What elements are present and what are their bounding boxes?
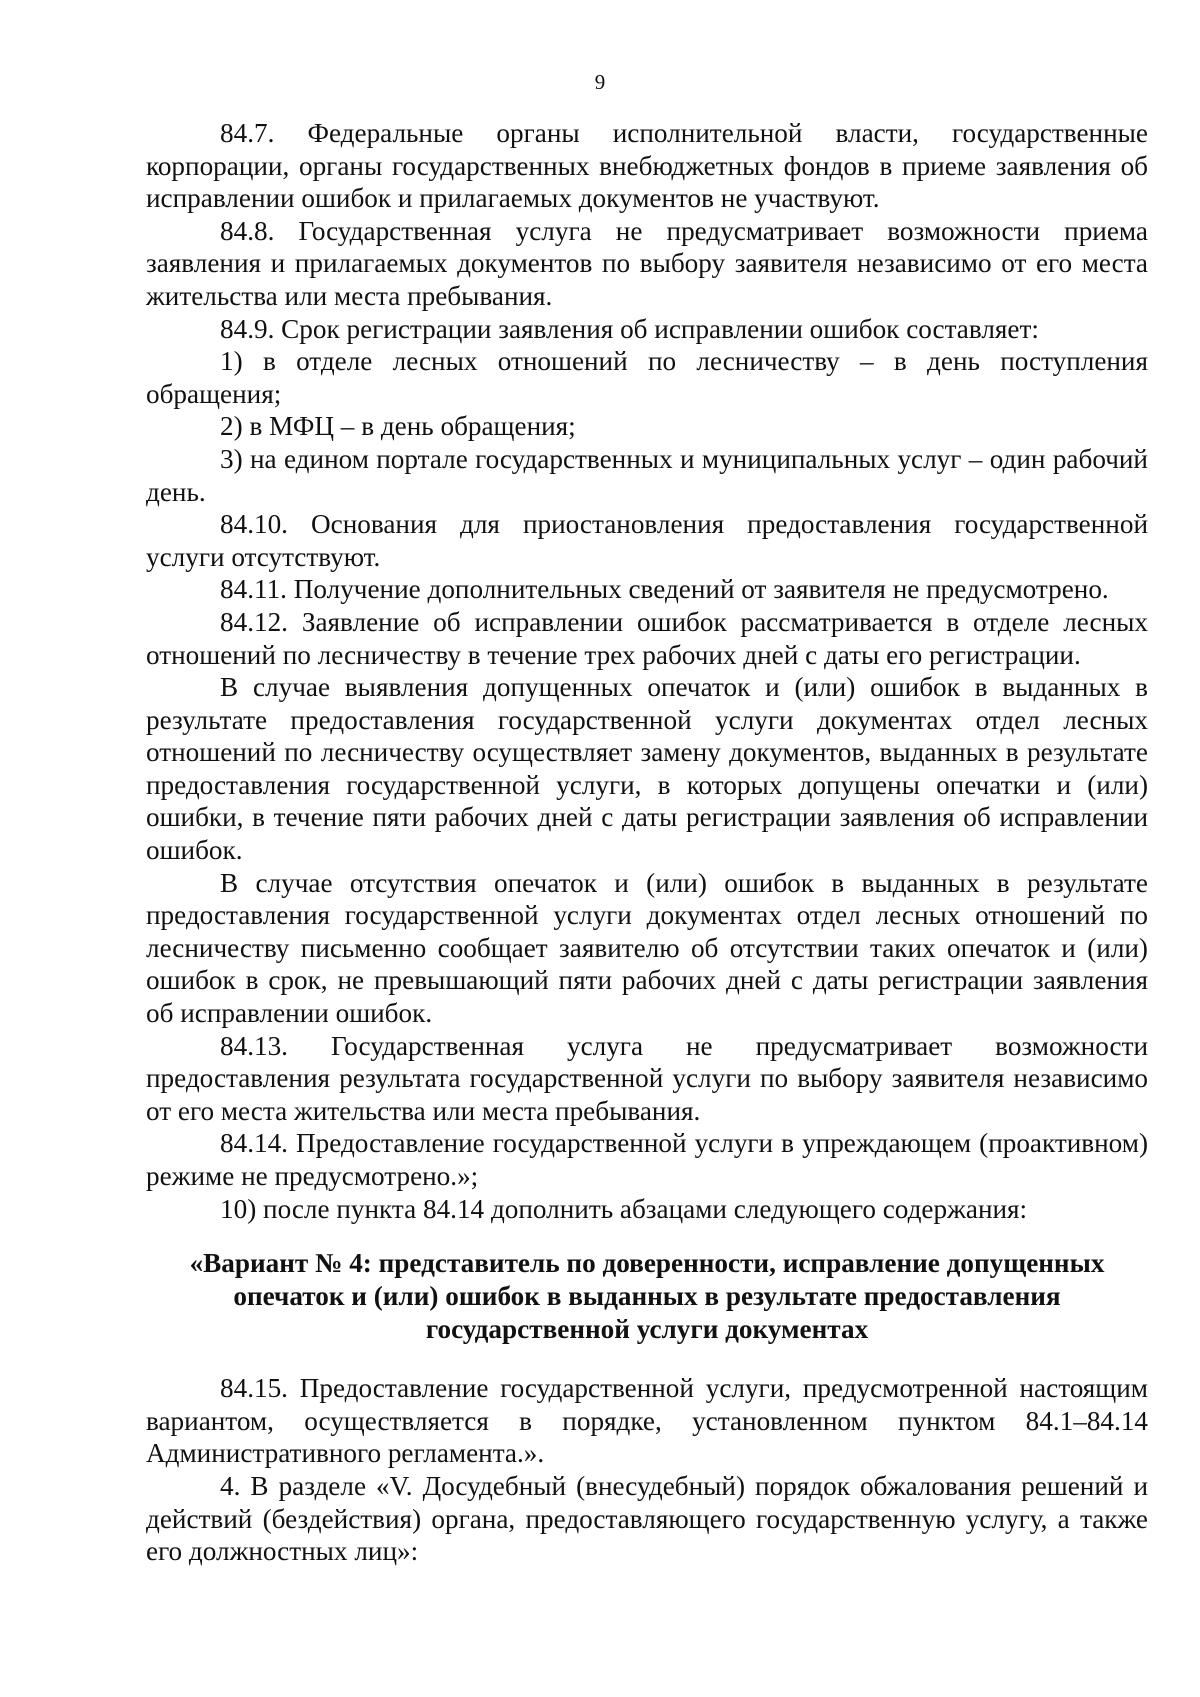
paragraph-84-7: 84.7. Федеральные органы исполнительной власти, государственные корпорации, органы государственных внебюджетных фондов в приеме заявления об исправлении ошибок и прилагаемых документов не участвуют. bbox=[146, 118, 1148, 214]
paragraph-84-15: 84.15. Предоставление государственной услуги, предусмотренной настоящим вариантом, осуществляется в порядке, установленном пунктом 84.1–84.14 Административного регламента.». bbox=[146, 1373, 1148, 1469]
paragraph-84-11: 84.11. Получение дополнительных сведений от заявителя не предусмотрено. bbox=[220, 574, 1109, 605]
paragraph-84-14: 84.14. Предоставление государственной услуги в упреждающем (проактивном) режиме не предусмотрено.»; bbox=[146, 1128, 1148, 1191]
paragraph-errors-found: В случае выявления допущенных опечаток и (или) ошибок в выданных в результате предоставления государственной услуги документах отдел лесных отношений по лесничеству осуществляет замену документов, выданных в результате предоставления государственной услуги, в которых допущены опечатки и (или) ошибки, в течение пяти рабочих дней с даты регистрации заявления об исправлении ошибок. bbox=[146, 672, 1148, 866]
list-item-1: 1) в отделе лесных отношений по лесничеству – в день поступления обращения; bbox=[146, 346, 1148, 409]
paragraph-84-10: 84.10. Основания для приостановления предоставления государственной услуги отсутствуют. bbox=[146, 509, 1148, 572]
page-number: 9 bbox=[594, 70, 606, 94]
paragraph-84-8: 84.8. Государственная услуга не предусматривает возможности приема заявления и прилагаемых документов по выбору заявителя независимо от его места жительства или места пребывания. bbox=[146, 215, 1148, 311]
heading-line: государственной услуги документах bbox=[425, 1314, 869, 1345]
paragraph-section-4: 4. В разделе «V. Досудебный (внесудебный) порядок обжалования решений и действий (бездействия) органа, предоставляющего государственную услугу, а также его должностных лиц»: bbox=[146, 1470, 1148, 1567]
document-body bbox=[146, 117, 1148, 1568]
heading-line: опечаток и (или) ошибок в выданных в результате предоставления bbox=[233, 1281, 1061, 1312]
list-item-2: 2) в МФЦ – в день обращения; bbox=[220, 411, 576, 442]
paragraph-item-10: 10) после пункта 84.14 дополнить абзацами следующего содержания: bbox=[220, 1193, 1028, 1224]
section-heading bbox=[146, 1247, 1148, 1346]
heading-line: «Вариант № 4: представитель по доверенности, исправление допущенных bbox=[189, 1248, 1105, 1279]
paragraph-84-12: 84.12. Заявление об исправлении ошибок рассматривается в отделе лесных отношений по лесничеству в течение трех рабочих дней с даты его регистрации. bbox=[146, 606, 1148, 670]
list-item-3: 3) на едином портале государственных и муниципальных услуг – один рабочий день. bbox=[146, 443, 1148, 507]
paragraph-errors-absent: В случае отсутствия опечаток и (или) ошибок в выданных в результате предоставления государственной услуги документах отдел лесных отношений по лесничеству письменно сообщает заявителю об отсутствии таких опечаток и (или) ошибок в срок, не превышающий пяти рабочих дней с даты регистрации заявления об исправлении ошибок. bbox=[146, 867, 1148, 1029]
paragraph-84-13: 84.13. Государственная услуга не предусматривает возможности предоставления результата государственной услуги по выбору заявителя независимо от его места жительства или места пребывания. bbox=[146, 1030, 1148, 1126]
paragraph-84-9: 84.9. Срок регистрации заявления об исправлении ошибок составляет: bbox=[220, 313, 1039, 344]
